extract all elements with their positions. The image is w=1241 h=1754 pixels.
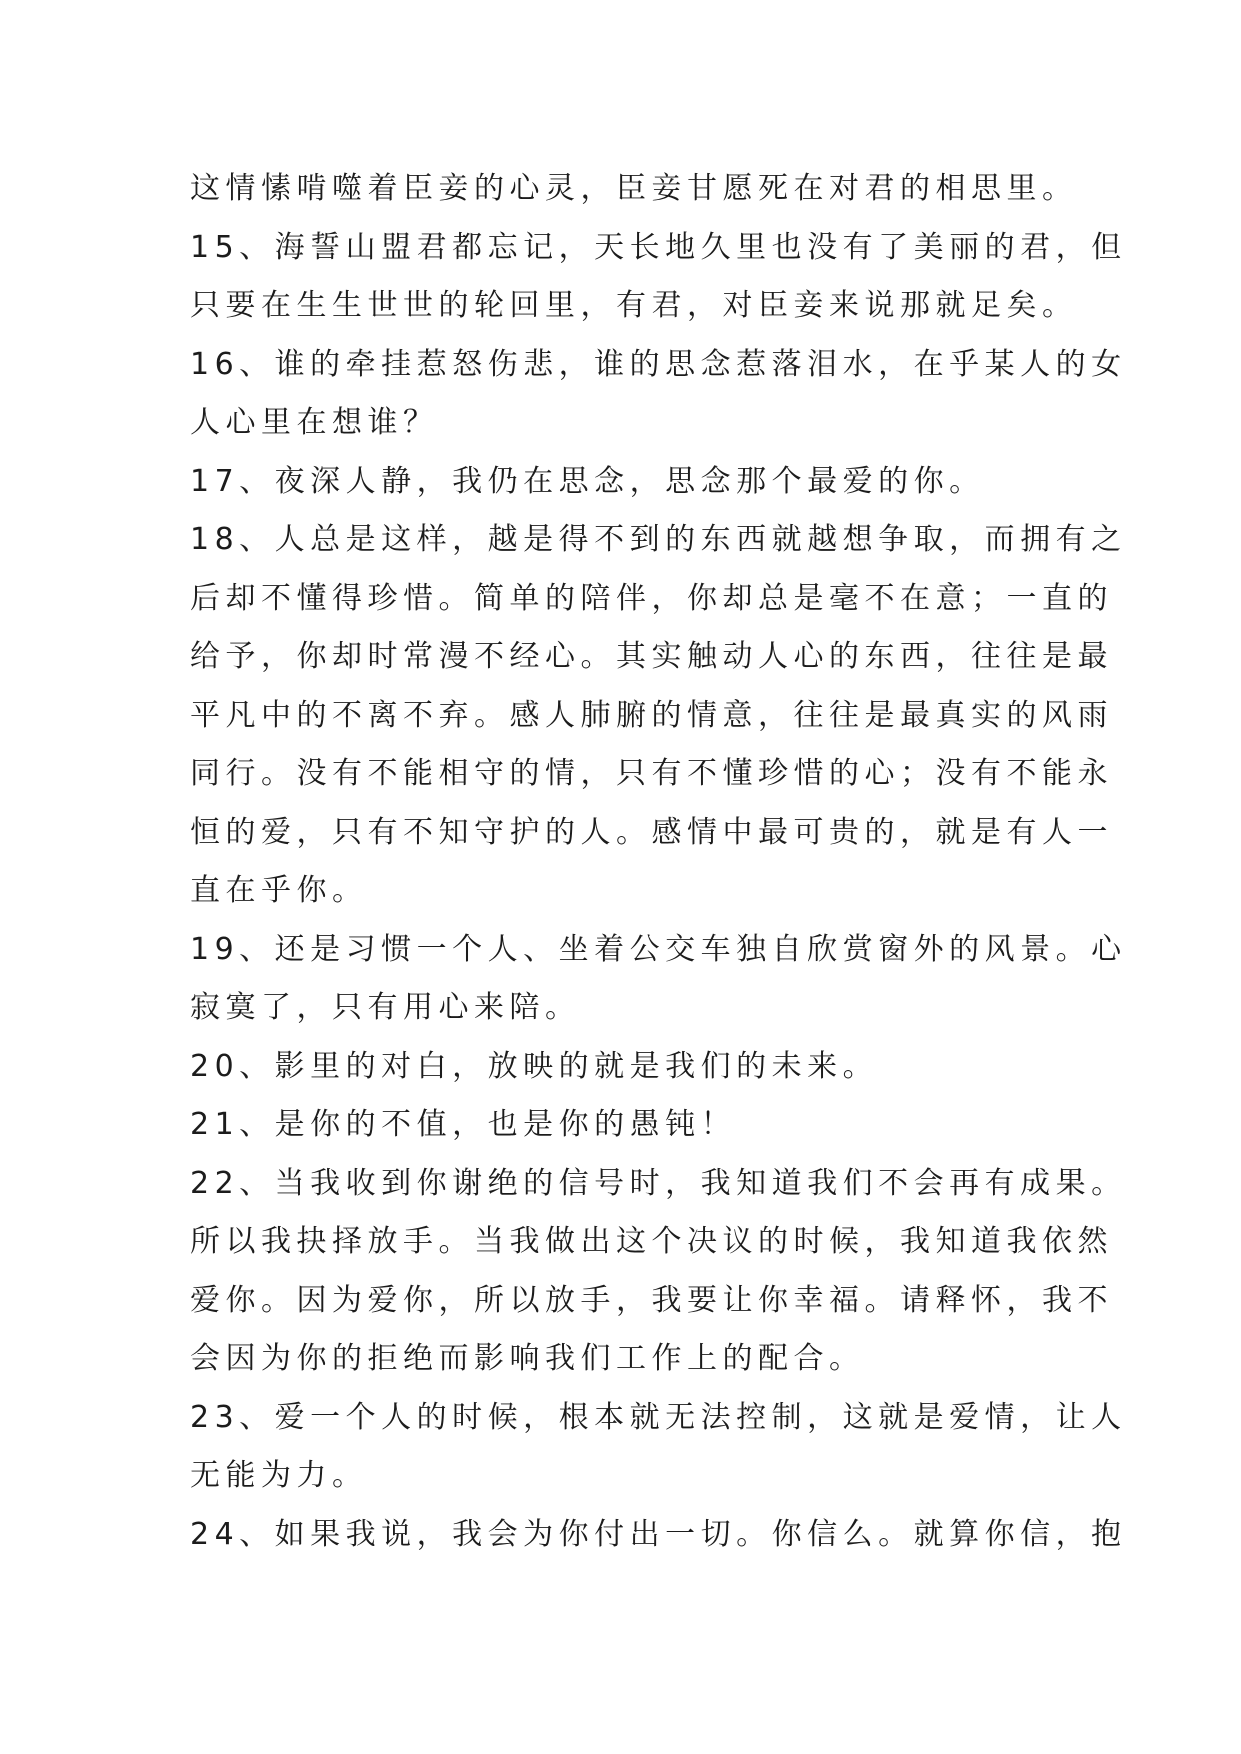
text-line: 平凡中的不离不弃。感人肺腑的情意，往往是最真实的风雨 bbox=[190, 697, 1113, 733]
text-line: 爱你。因为爱你，所以放手，我要让你幸福。请释怀，我不 bbox=[190, 1282, 1113, 1318]
text-line: 19、还是习惯一个人、坐着公交车独自欣赏窗外的风景。心 bbox=[190, 931, 1127, 967]
text-line: 这情愫啃噬着臣妾的心灵，臣妾甘愿死在对君的相思里。 bbox=[190, 171, 1078, 206]
text-line: 21、是你的不值，也是你的愚钝！ bbox=[190, 1107, 737, 1142]
text-line: 无能为力。 bbox=[190, 1458, 368, 1493]
text-line: 16、谁的牵挂惹怒伤悲，谁的思念惹落泪水，在乎某人的女 bbox=[190, 346, 1127, 382]
text-line: 会因为你的拒绝而影响我们工作上的配合。 bbox=[190, 1341, 865, 1376]
text-line: 给予，你却时常漫不经心。其实触动人心的东西，往往是最 bbox=[190, 639, 1113, 674]
text-line: 直在乎你。 bbox=[190, 873, 368, 908]
text-line: 24、如果我说，我会为你付出一切。你信么。就算你信，抱 bbox=[190, 1516, 1127, 1552]
text-line: 只要在生生世世的轮回里，有君，对臣妾来说那就足矣。 bbox=[190, 288, 1078, 323]
document-body bbox=[190, 160, 1127, 1564]
text-line: 17、夜深人静，我仍在思念，思念那个最爱的你。 bbox=[190, 463, 985, 499]
text-line: 20、影里的对白，放映的就是我们的未来。 bbox=[190, 1048, 879, 1084]
text-line: 所以我抉择放手。当我做出这个决议的时候，我知道我依然 bbox=[190, 1224, 1113, 1259]
text-line: 22、当我收到你谢绝的信号时，我知道我们不会再有成果。 bbox=[190, 1165, 1127, 1201]
text-line: 18、人总是这样，越是得不到的东西就越想争取，而拥有之 bbox=[190, 522, 1127, 557]
text-line: 23、爱一个人的时候，根本就无法控制，这就是爱情，让人 bbox=[190, 1399, 1127, 1435]
text-line: 同行。没有不能相守的情，只有不懂珍惜的心；没有不能永 bbox=[190, 756, 1113, 791]
text-line: 恒的爱，只有不知守护的人。感情中最可贵的，就是有人一 bbox=[190, 814, 1113, 850]
text-line: 人心里在想谁？ bbox=[190, 405, 439, 440]
text-line: 寂寞了，只有用心来陪。 bbox=[190, 990, 581, 1025]
text-line: 15、海誓山盟君都忘记，天长地久里也没有了美丽的君，但 bbox=[190, 229, 1127, 265]
text-line: 后却不懂得珍惜。简单的陪伴，你却总是毫不在意；一直的 bbox=[190, 580, 1113, 616]
